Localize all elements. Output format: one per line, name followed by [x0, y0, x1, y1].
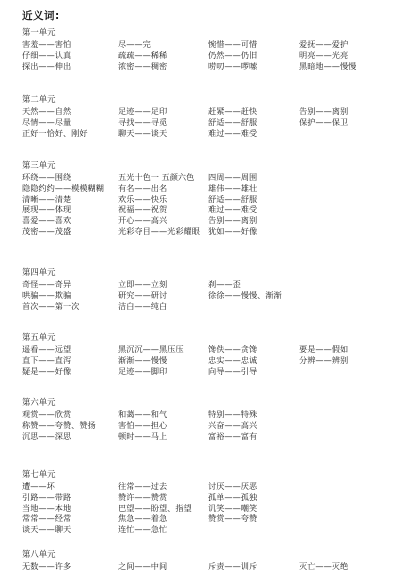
word-pair: 尽情——尽量 [22, 116, 72, 127]
section-heading: 第六单元 [22, 397, 56, 407]
section-heading: 第一单元 [22, 27, 56, 37]
word-pair: 奇怪——奇异 [22, 279, 72, 289]
word-pair: 富裕——富有 [208, 430, 258, 441]
word-pair: 馋佚——贪馋 [208, 344, 258, 354]
word-pair: 保护——保卫 [299, 116, 349, 127]
word-pair: 分辨——辨别 [299, 354, 349, 365]
word-pair: 告别——离别 [208, 215, 258, 226]
word-pair: 舒适——舒服 [208, 116, 258, 127]
word-pair: 洁白——纯白 [118, 300, 168, 311]
word-pair: 兴奋——高兴 [208, 419, 258, 430]
word-pair: 巴望——盼望、指望 [118, 502, 192, 513]
word-pair: 有名——出名 [118, 182, 168, 193]
word-pair: 浓密——稠密 [118, 60, 168, 71]
word-pair: 渐渐——慢慢 [118, 354, 168, 365]
word-pair: 难过——难受 [208, 127, 258, 138]
word-pair: 观赏——欣赏 [22, 409, 72, 419]
word-pair: 顿时——马上 [118, 430, 168, 441]
word-pair: 舒适——舒服 [208, 193, 258, 204]
word-pair: 展现——体现 [22, 204, 72, 215]
word-pair: 足迹——足印 [118, 106, 168, 116]
word-pair: 环绕——围绕 [22, 172, 72, 182]
word-pair: 爱抚——爱护 [299, 39, 349, 49]
word-pair: 尽——完 [118, 39, 151, 49]
word-pair: 沉思——深思 [22, 430, 72, 441]
word-pair: 疏疏——稀稀 [118, 49, 168, 60]
word-pair: 特别——特殊 [208, 409, 258, 419]
document-title: 近义词: [22, 10, 60, 22]
word-pair: 直下——直泻 [22, 354, 72, 365]
word-pair: 和蔼——和气 [118, 409, 168, 419]
word-pair: 赶紧——赶快 [208, 106, 258, 116]
word-pair: 四周——周围 [208, 172, 258, 182]
word-pair: 祝福——祝贺 [118, 204, 168, 215]
word-pair: 寻找——寻觅 [118, 116, 168, 127]
word-pair: 赞许——赞赏 [118, 491, 168, 502]
word-pair: 仍然——仍旧 [208, 49, 258, 60]
word-pair: 唠叨——啰嗦 [208, 60, 258, 71]
word-pair: 孤单——孤独 [208, 491, 258, 502]
section-heading: 第四单元 [22, 267, 56, 277]
word-pair: 讨厌——厌恶 [208, 481, 258, 491]
word-pair: 犹如——好像 [208, 226, 258, 236]
word-pair: 向导——引导 [208, 365, 258, 376]
section-heading: 第二单元 [22, 94, 56, 104]
word-pair: 刹——歪 [208, 279, 241, 289]
word-pair: 明亮——光亮 [299, 49, 349, 60]
word-pair: 要是——假如 [299, 344, 349, 354]
word-pair: 五光十色一 五颜六色 [118, 172, 195, 182]
word-pair: 遭——坏 [22, 481, 55, 491]
word-pair: 徐徐——慢慢、渐渐 [208, 289, 282, 300]
word-pair: 称赞——夸赞、赞扬 [22, 419, 96, 430]
word-pair: 隐隐约约——模模糊糊 [22, 182, 104, 193]
word-pair: 欢乐——快乐 [118, 193, 168, 204]
word-pair: 之间——中间 [118, 561, 168, 571]
word-pair: 常常——经常 [22, 513, 72, 524]
section-heading: 第七单元 [22, 469, 56, 479]
word-pair: 仔细——认真 [22, 49, 72, 60]
word-pair: 研究——研讨 [118, 289, 168, 300]
word-pair: 聊天——谈天 [118, 127, 168, 138]
word-pair: 首次——第一次 [22, 300, 80, 311]
word-pair: 遥看——远望 [22, 344, 72, 354]
word-pair: 正好一恰好、刚好 [22, 127, 88, 138]
word-pair: 告别——离别 [299, 106, 349, 116]
word-pair: 立即——立刻 [118, 279, 168, 289]
word-pair: 哄骗——欺骗 [22, 289, 72, 300]
word-pair: 难过——难受 [208, 204, 258, 215]
word-pair: 谈天——聊天 [22, 524, 72, 535]
word-pair: 清晰——清楚 [22, 193, 72, 204]
word-pair: 斥责——训斥 [208, 561, 258, 571]
word-pair: 足迹——脚印 [118, 365, 168, 376]
word-pair: 害羞——害怕 [22, 39, 72, 49]
word-pair: 天然——自然 [22, 106, 72, 116]
word-pair: 疑是——好像 [22, 365, 72, 376]
word-pair: 往常——过去 [118, 481, 168, 491]
word-pair: 引路——带路 [22, 491, 72, 502]
word-pair: 灭亡——灭绝 [299, 561, 349, 571]
word-pair: 惋惜——可惜 [208, 39, 258, 49]
section-heading: 第八单元 [22, 549, 56, 559]
word-pair: 讥笑——嘲笑 [208, 502, 258, 513]
word-pair: 无数——许多 [22, 561, 72, 571]
section-heading: 第五单元 [22, 332, 56, 342]
word-pair: 当地——本地 [22, 502, 72, 513]
word-pair: 黑沉沉——黑压压 [118, 344, 184, 354]
word-pair: 连忙——急忙 [118, 524, 168, 535]
word-pair: 探出——伸出 [22, 60, 72, 71]
word-pair: 害怕——担心 [118, 419, 168, 430]
word-pair: 光彩夺目——光彩耀眼 [118, 226, 200, 236]
section-heading: 第三单元 [22, 160, 56, 170]
word-pair: 焦急——着急 [118, 513, 168, 524]
word-pair: 赞赏——夸赞 [208, 513, 258, 524]
word-pair: 雄伟——雄壮 [208, 182, 258, 193]
word-pair: 喜爱——喜欢 [22, 215, 72, 226]
word-pair: 茂密——茂盛 [22, 226, 72, 236]
word-pair: 忠实——忠诚 [208, 354, 258, 365]
word-pair: 黑暗地——慢慢 [299, 60, 357, 71]
word-pair: 开心——高兴 [118, 215, 168, 226]
